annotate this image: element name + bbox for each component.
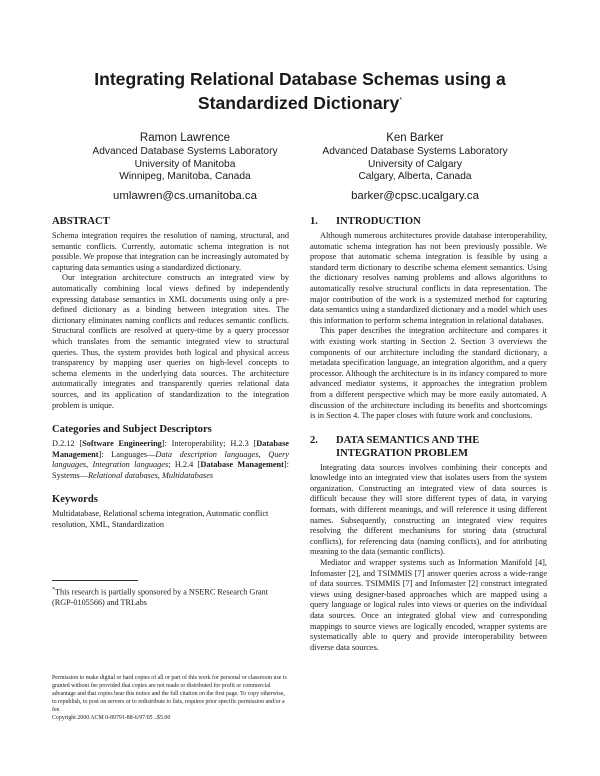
- categories-text: D.2.12 [Software Engineering]: Interoperability; H.2.3 [Database Management]: Languages—Data description languages, Query languages, Integration languages; H.2.4 [Database Management]: Systems—Relational databases, Multidatabases: [52, 439, 289, 480]
- author-email: umlawren@cs.umanitoba.ca: [113, 189, 257, 202]
- copyright-text: Copyright 2000 ACM 0-89791-88-6/97/05 ..$5.00: [52, 715, 171, 721]
- author-block-2: [300, 130, 530, 204]
- title-footnote-mark: *: [399, 97, 403, 104]
- keywords-text: Multidatabase, Relational schema integration, Automatic conflict resolution, XML, Standardization: [52, 509, 269, 530]
- left-column: [52, 215, 289, 531]
- permission-text: Permission to make digital or hard copies of all or part of this work for personal or classroom use is granted without fee provided that copies are not made or distributed for profit or commercial advantage and that copies bear this notice and the full citation on the first page. To copy otherwise, to republish, to post on servers or to redistribute to lists, requires prior specific permission and/or a fee.: [52, 675, 287, 713]
- right-column: [310, 215, 547, 653]
- author-location: Winnipeg, Manitoba, Canada: [119, 171, 251, 182]
- author-organization: University of Calgary: [368, 158, 462, 170]
- section-title-line-2: INTEGRATION PROBLEM: [336, 447, 468, 459]
- section-1-heading: [310, 215, 547, 228]
- permission-notice: [52, 674, 289, 722]
- author-block-1: [70, 130, 300, 204]
- author-location: Calgary, Alberta, Canada: [358, 171, 472, 182]
- paper-title-line-1: Integrating Relational Database Schemas using a: [94, 69, 506, 89]
- keywords-heading: Keywords: [52, 494, 98, 506]
- abstract-paragraph-2: Our integration architecture constructs an integrated view by automatically combining local views defined by independently expressing database semantics in XML documents using only a pre-defined dictionary as a binding between integration sites. The dictionary eliminates naming conflicts and reduces semantic conflicts. Structural conflicts are resolved at query-time by a query processor which translates from the semantic integrated view to structural queries. Thus, the system provides both logical and physical access transparency by mapping user queries on high-level concepts to schema elements in the underlying data sources. The architecture automatically integrates and transparently queries relational data sources, and its application of standardization to the integration problem is unique.: [52, 273, 289, 410]
- paper-title-text: Standardized Dictionary: [197, 92, 400, 113]
- section-number: 1.: [310, 216, 318, 227]
- section-title: INTRODUCTION: [336, 216, 421, 227]
- section-2-paragraph-1: Integrating data sources involves combining their concepts and knowledge into an integrated view that isolates users from the system organization. Constructing an integrated view of data sources is difficult because they will store different types of data, in varying formats, with different meanings, and will reference it using different names. Subsequently, constructing an integrated view requires resolving the different mechanisms for storing data (structural conflicts), for referencing data (naming conflicts), and for attributing meaning to the data (semantic conflicts).: [310, 462, 547, 557]
- section-title-line-1: DATA SEMANTICS AND THE: [336, 434, 480, 446]
- intro-paragraph-1: Although numerous architectures provide database interoperability, automatic schema integration has not been previously possible. We propose that automatic schema integration is feasible by using a standard term dictionary to describe schema element semantics. Using the dictionary resolves naming problems and allows algorithms to automatically resolve structural conflicts in data representation. The major contribution of the work is a systemized method for capturing data semantics using a standardized dictionary and a model which uses this information to perform schema integration in relational databases.: [310, 231, 547, 325]
- section-number: 2.: [310, 434, 318, 446]
- author-name: Ken Barker: [386, 132, 444, 144]
- intro-paragraph-2: This paper describes the integration architecture and compares it with existing work starting in Section 2. Section 3 overviews the components of our architecture including the standard dictionary, a metadata specification language, an integration algorithm, and a query processor. Although the architecture is in its infancy compared to more advanced mediator systems, it approaches the integration problem from a different perspective which may be more easily automated. A discussion of the architecture including its benefits and shortcomings is in Section 4. The paper closes with future work and conclusions.: [310, 326, 547, 421]
- abstract-paragraph-1: Schema integration requires the resolution of naming, structural, and semantic conflicts. Currently, automatic schema integration is not possible. We propose that integration can be increasingly automated by capturing data semantics using a standardized dictionary.: [52, 231, 289, 272]
- section-2-heading: [310, 434, 547, 460]
- author-name: Ramon Lawrence: [139, 132, 231, 144]
- author-email: barker@cpsc.ucalgary.ca: [351, 189, 479, 202]
- categories-heading: Categories and Subject Descriptors: [52, 424, 212, 436]
- section-2-paragraph-2: Mediator and wrapper systems such as Information Manifold [4], Infomaster [2], and TSIMMIS [7] answer queries across a wide-range of data sources. TSIMMIS [7] and Infomaster [2] construct integrated views using designer-based approaches which are mapped using a query language or logical rules into views or queries on the individual data sources. Once an integrated global view and corresponding mappings to source views are logically encoded, wrapper systems are systematically able to query and provide interoperability between diverse data sources.: [310, 558, 547, 652]
- footnote-rule: [52, 580, 138, 581]
- footnote-text: *This research is partially sponsored by a NSERC Research Grant (RGP-0105566) and TRLabs: [52, 587, 269, 607]
- abstract-heading: ABSTRACT: [52, 216, 110, 227]
- author-organization: University of Manitoba: [134, 158, 236, 170]
- author-lab: Advanced Database Systems Laboratory: [322, 146, 508, 157]
- paper-title-line-2: [40, 90, 560, 114]
- author-lab: Advanced Database Systems Laboratory: [92, 146, 278, 157]
- footnote-block: [52, 580, 289, 608]
